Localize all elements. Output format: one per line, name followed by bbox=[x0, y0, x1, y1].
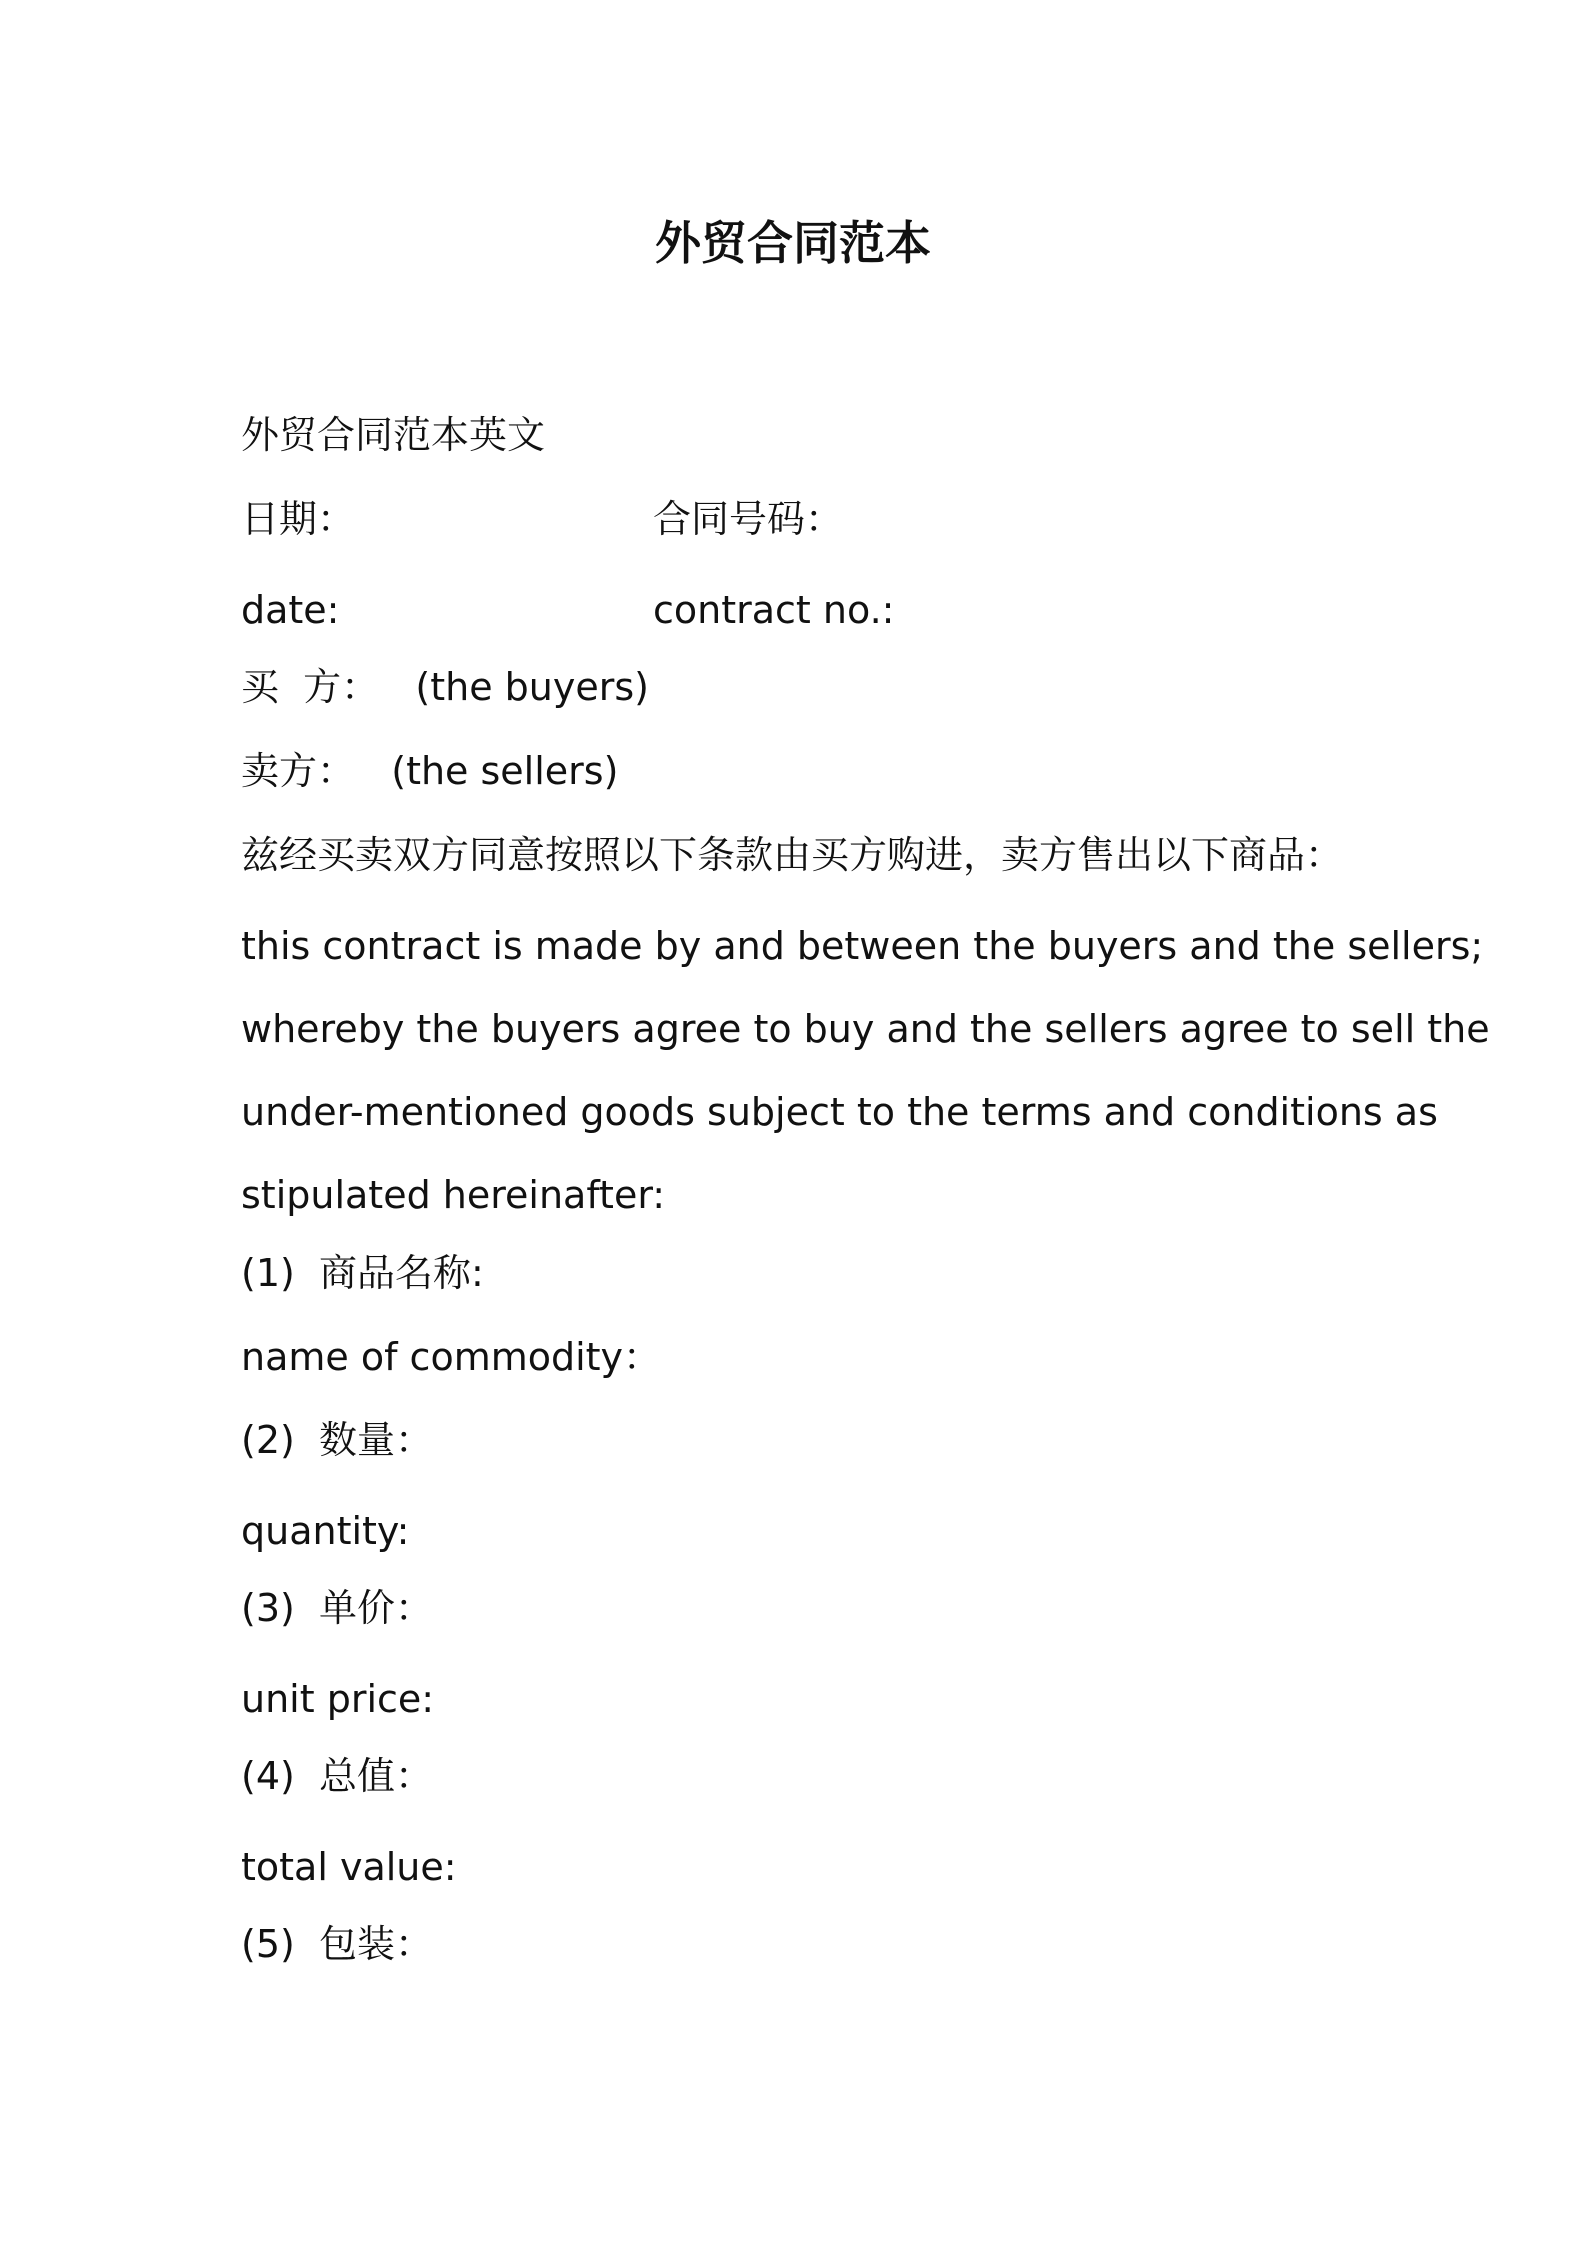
buyers-line: 买 方： (the buyers) bbox=[241, 665, 649, 709]
date-label-cn: 日期： bbox=[241, 497, 356, 541]
contract-no-label-en: contract no.: bbox=[653, 588, 895, 632]
item5-cn: (5) 包装： bbox=[241, 1922, 433, 1966]
intro-cn: 兹经买卖双方同意按照以下条款由买方购进，卖方售出以下商品： bbox=[241, 833, 1344, 877]
sellers-line: 卖方： (the sellers) bbox=[241, 749, 619, 793]
item3-cn: (3) 单价： bbox=[241, 1586, 433, 1630]
item2-en: quantity: bbox=[241, 1509, 410, 1553]
item4-en: total value: bbox=[241, 1845, 457, 1889]
intro-en-line: under-mentioned goods subject to the terms and conditions as bbox=[241, 1090, 1438, 1134]
intro-en-paragraph bbox=[241, 905, 1490, 1237]
contract-no-label-cn: 合同号码： bbox=[653, 497, 844, 541]
item3-en: unit price: bbox=[241, 1677, 435, 1721]
date-label-en: date: bbox=[241, 588, 340, 632]
document-title: 外贸合同范本 bbox=[655, 216, 931, 270]
intro-en-line: whereby the buyers agree to buy and the sellers agree to sell the bbox=[241, 1007, 1490, 1051]
item4-cn: (4) 总值： bbox=[241, 1754, 433, 1798]
item1-en: name of commodity： bbox=[241, 1335, 662, 1379]
document-subtitle: 外贸合同范本英文 bbox=[241, 413, 546, 457]
intro-en-line: stipulated hereinafter: bbox=[241, 1173, 666, 1217]
intro-en-line: this contract is made by and between the buyers and the sellers; bbox=[241, 924, 1484, 968]
item1-cn: (1) 商品名称: bbox=[241, 1251, 484, 1295]
item2-cn: (2) 数量： bbox=[241, 1418, 433, 1462]
